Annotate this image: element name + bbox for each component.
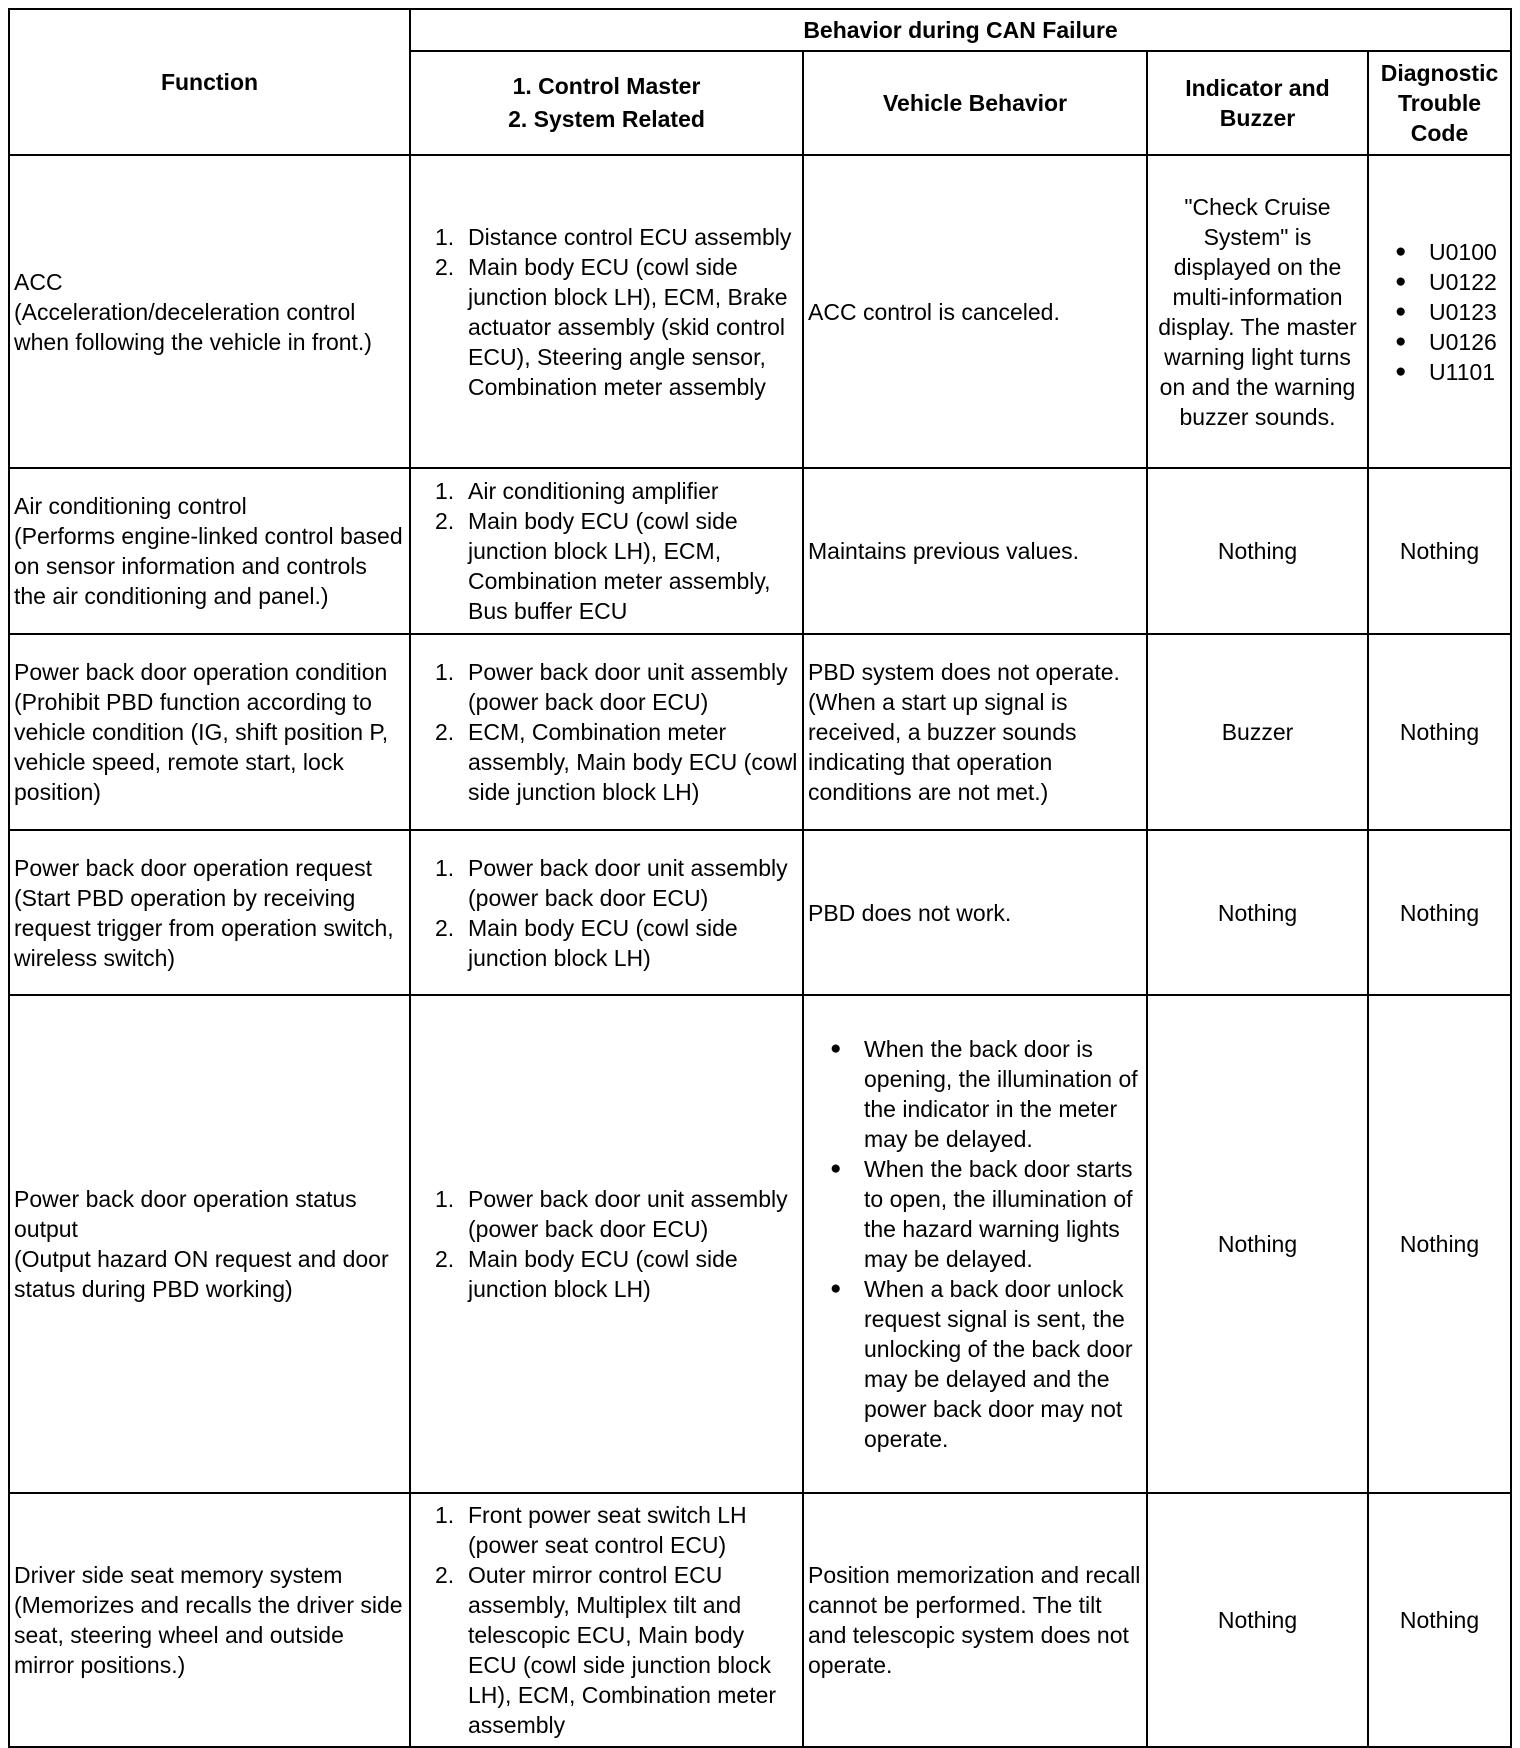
control-item: Power back door unit assembly (power back door ECU) xyxy=(468,659,788,715)
function-desc: (Output hazard ON request and door status during PBD working) xyxy=(14,1246,389,1302)
table-row xyxy=(9,830,1511,995)
dtc-code: ● U0126 xyxy=(1393,327,1506,357)
control-item: ECM, Combination meter assembly, Main body ECU (cowl side junction block LH) xyxy=(468,719,798,805)
indicator-cell: Buzzer xyxy=(1147,634,1368,830)
dtc-code: ● U0100 xyxy=(1393,237,1506,267)
function-desc: (Start PBD operation by receiving request trigger from operation switch, wireless switch) xyxy=(14,884,394,971)
dtc-code: ● U1101 xyxy=(1393,357,1506,387)
control-master-header xyxy=(410,51,803,155)
behavior-bullet: ● When a back door unlock request signal is sent, the unlocking of the back door may be delayed and the power back door may not operate. xyxy=(828,1274,1142,1454)
function-cell xyxy=(9,155,410,468)
table-row xyxy=(9,468,1511,634)
dtc-cell: Nothing xyxy=(1368,634,1511,830)
control-item: Main body ECU (cowl side junction block LH) xyxy=(468,914,738,971)
function-cell xyxy=(9,468,410,634)
behavior-group-header: Behavior during CAN Failure xyxy=(410,9,1511,51)
dtc-cell: Nothing xyxy=(1368,468,1511,634)
behavior-bullet: ● When the back door is opening, the illumination of the indicator in the meter may be delayed. xyxy=(828,1034,1142,1154)
control-item: Main body ECU (cowl side junction block LH), ECM, Brake actuator assembly (skid control ECU), Steering angle sensor, Combination meter assembly xyxy=(468,253,788,400)
behavior-cell: ACC control is canceled. xyxy=(803,155,1147,468)
dtc-cell: Nothing xyxy=(1368,995,1511,1493)
function-cell xyxy=(9,1493,410,1747)
behavior-cell: Maintains previous values. xyxy=(803,468,1147,634)
control-item: Distance control ECU assembly xyxy=(468,223,792,250)
behavior-cell: PBD does not work. xyxy=(803,830,1147,995)
control-item: Power back door unit assembly (power back door ECU) xyxy=(468,1186,788,1242)
indicator-header: Indicator and Buzzer xyxy=(1147,51,1368,155)
control-item: Air conditioning amplifier xyxy=(468,478,719,504)
table-row xyxy=(9,995,1511,1493)
control-cell xyxy=(410,995,803,1493)
control-cell xyxy=(410,468,803,634)
indicator-cell: Nothing xyxy=(1147,995,1368,1493)
behavior-cell xyxy=(803,995,1147,1493)
control-item: Outer mirror control ECU assembly, Multiplex tilt and telescopic ECU, Main body ECU (cowl side junction block LH), ECM, Combination meter assembly xyxy=(468,1562,777,1738)
function-header: Function xyxy=(9,9,410,155)
function-name: Power back door operation request xyxy=(14,854,372,881)
control-cell xyxy=(410,1493,803,1747)
control-item: Main body ECU (cowl side junction block LH), ECM, Combination meter assembly, Bus buffer ECU xyxy=(468,508,771,624)
dtc-header: Diagnostic Trouble Code xyxy=(1368,51,1511,155)
function-desc: (Memorizes and recalls the driver side seat, steering wheel and outside mirror positions.) xyxy=(14,1592,403,1678)
vehicle-behavior-header: Vehicle Behavior xyxy=(803,51,1147,155)
dtc-cell: Nothing xyxy=(1368,830,1511,995)
function-desc: (Acceleration/deceleration control when following the vehicle in front.) xyxy=(14,298,372,355)
indicator-cell: Nothing xyxy=(1147,1493,1368,1747)
control-item: Power back door unit assembly (power back door ECU) xyxy=(468,854,788,911)
indicator-cell: Nothing xyxy=(1147,468,1368,634)
control-cell xyxy=(410,634,803,830)
control-cell xyxy=(410,155,803,468)
function-name: ACC xyxy=(14,268,63,295)
control-item: Main body ECU (cowl side junction block LH) xyxy=(468,1246,738,1302)
indicator-cell: "Check Cruise System" is displayed on the multi-information display. The master warning light turns on and the warning buzzer sounds. xyxy=(1147,155,1368,468)
control-master-line-1: 1. Control Master xyxy=(512,73,701,99)
control-item: Front power seat switch LH (power seat control ECU) xyxy=(468,1502,747,1558)
function-cell xyxy=(9,830,410,995)
control-cell xyxy=(410,830,803,995)
function-name: Power back door operation condition xyxy=(14,659,388,685)
behavior-cell: Position memorization and recall cannot be performed. The tilt and telescopic system does not operate. xyxy=(803,1493,1147,1747)
header-row-1 xyxy=(9,9,1511,51)
dtc-code: ● U0122 xyxy=(1393,267,1506,297)
table-row xyxy=(9,155,1511,468)
dtc-cell xyxy=(1368,155,1511,468)
function-desc: (Prohibit PBD function according to vehicle condition (IG, shift position P, vehicle speed, remote start, lock position) xyxy=(14,689,389,805)
indicator-cell: Nothing xyxy=(1147,830,1368,995)
function-cell xyxy=(9,995,410,1493)
table-row xyxy=(9,1493,1511,1747)
dtc-cell: Nothing xyxy=(1368,1493,1511,1747)
table-row xyxy=(9,634,1511,830)
control-master-line-2: 2. System Related xyxy=(508,106,705,132)
behavior-cell: PBD system does not operate. (When a start up signal is received, a buzzer sounds indicating that operation conditions are not met.) xyxy=(803,634,1147,830)
function-name: Driver side seat memory system xyxy=(14,1562,343,1588)
can-failure-table xyxy=(8,8,1512,1748)
behavior-bullet: ● When the back door starts to open, the illumination of the hazard warning lights may be delayed. xyxy=(828,1154,1142,1274)
function-name: Power back door operation status output xyxy=(14,1186,357,1242)
function-cell xyxy=(9,634,410,830)
function-desc: (Performs engine-linked control based on sensor information and controls the air conditioning and panel.) xyxy=(14,523,403,609)
function-name: Air conditioning control xyxy=(14,493,247,519)
dtc-code: ● U0123 xyxy=(1393,297,1506,327)
